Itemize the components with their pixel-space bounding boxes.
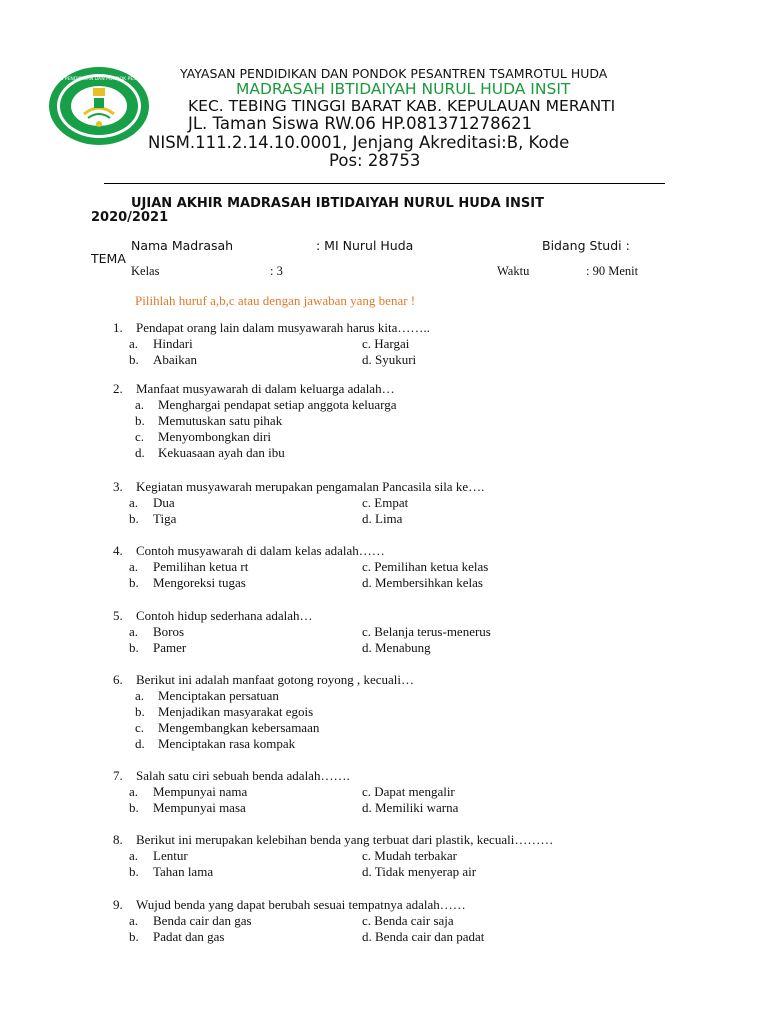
option-text: Menghargai pendapat setiap anggota keluarga xyxy=(158,397,397,412)
option-text: d. Tidak menyerap air xyxy=(362,864,477,879)
kelas-value: : 3 xyxy=(270,264,283,278)
exam-year: 2020/2021 xyxy=(91,210,169,225)
option-text: c. Dapat mengalir xyxy=(362,784,455,799)
kelas-label: Kelas xyxy=(131,264,160,278)
question-number: 4. xyxy=(113,543,123,558)
option-text: c. Belanja terus-menerus xyxy=(362,624,491,639)
option-text: Benda cair dan gas xyxy=(153,913,252,928)
option-text: d. Lima xyxy=(362,511,403,526)
postal-line: Pos: 28753 xyxy=(329,151,421,170)
option-text: Mengembangkan kebersamaan xyxy=(158,720,320,735)
option-text: Menyombongkan diri xyxy=(158,429,272,444)
option-text: d. Benda cair dan padat xyxy=(362,929,485,944)
question-number: 2. xyxy=(113,381,123,396)
question-text: Contoh hidup sederhana adalah… xyxy=(136,608,313,623)
option-letter: a. xyxy=(129,624,139,639)
question-text: Kegiatan musyawarah merupakan pengamalan Pancasila sila ke…. xyxy=(136,479,485,494)
option-letter: b. xyxy=(129,511,139,526)
option-text: Menciptakan persatuan xyxy=(158,688,279,703)
option-letter: b. xyxy=(129,864,139,879)
option-text: Tahan lama xyxy=(153,864,214,879)
question-text: Berikut ini merupakan kelebihan benda yang terbuat dari plastik, kecuali……… xyxy=(136,832,554,847)
bidang-studi-value: TEMA xyxy=(91,251,126,266)
school-name: MADRASAH IBTIDAIYAH NURUL HUDA INSIT xyxy=(236,80,571,98)
option-text: Mempunyai nama xyxy=(153,784,248,799)
option-letter: a. xyxy=(129,559,139,574)
question-text: Berikut ini adalah manfaat gotong royong , kecuali… xyxy=(136,672,414,687)
option-text: Hindari xyxy=(153,336,193,351)
option-letter: b. xyxy=(129,352,139,367)
option-text: Mempunyai masa xyxy=(153,800,246,815)
foundation-name: YAYASAN PENDIDIKAN DAN PONDOK PESANTREN TSAMROTUL HUDA xyxy=(180,66,608,81)
option-text: Boros xyxy=(153,624,185,639)
option-text: d. Menabung xyxy=(362,640,431,655)
option-letter: b. xyxy=(129,800,139,815)
header-divider xyxy=(104,183,665,184)
option-text: c. Empat xyxy=(362,495,409,510)
option-letter: b. xyxy=(129,640,139,655)
option-text: d. Syukuri xyxy=(362,352,417,367)
instruction-text: Pilihlah huruf a,b,c atau dengan jawaban yang benar ! xyxy=(135,293,416,308)
option-text: c. Hargai xyxy=(362,336,410,351)
option-text: Padat dan gas xyxy=(153,929,225,944)
option-text: Menciptakan rasa kompak xyxy=(158,736,296,751)
question-number: 9. xyxy=(113,897,123,912)
option-text: Kekuasaan ayah dan ibu xyxy=(158,445,285,460)
question-number: 8. xyxy=(113,832,123,847)
nama-madrasah-value: : MI Nurul Huda xyxy=(316,238,414,253)
option-letter: d. xyxy=(135,445,145,460)
question-number: 7. xyxy=(113,768,123,783)
question-text: Manfaat musyawarah di dalam keluarga adalah… xyxy=(136,381,395,396)
option-text: Pemilihan ketua rt xyxy=(153,559,249,574)
option-letter: a. xyxy=(135,688,145,703)
address-line: JL. Taman Siswa RW.06 HP.081371278621 xyxy=(188,114,533,133)
question-text: Pendapat orang lain dalam musyawarah harus kita…….. xyxy=(136,320,430,335)
nama-madrasah-label: Nama Madrasah xyxy=(131,238,234,253)
option-letter: b. xyxy=(129,575,139,590)
question-number: 6. xyxy=(113,672,123,687)
option-text: Lentur xyxy=(153,848,188,863)
option-letter: b. xyxy=(135,413,145,428)
option-letter: b. xyxy=(135,704,145,719)
option-text: Mengoreksi tugas xyxy=(153,575,246,590)
option-text: c. Benda cair saja xyxy=(362,913,454,928)
option-text: Menjadikan masyarakat egois xyxy=(158,704,314,719)
option-letter: a. xyxy=(135,397,145,412)
option-text: d. Memiliki warna xyxy=(362,800,459,815)
exam-title: UJIAN AKHIR MADRASAH IBTIDAIYAH NURUL HUDA INSIT xyxy=(131,196,544,211)
option-letter: a. xyxy=(129,336,139,351)
option-text: Pamer xyxy=(153,640,187,655)
option-text: c. Mudah terbakar xyxy=(362,848,457,863)
waktu-value: : 90 Menit xyxy=(586,264,639,278)
option-text: Dua xyxy=(153,495,175,510)
option-letter: c. xyxy=(135,720,145,735)
question-number: 1. xyxy=(113,320,123,335)
bidang-studi-label: Bidang Studi : xyxy=(542,238,630,253)
school-logo xyxy=(48,66,150,146)
question-text: Contoh musyawarah di dalam kelas adalah…… xyxy=(136,543,385,558)
option-letter: c. xyxy=(135,429,145,444)
option-text: Abaikan xyxy=(153,352,198,367)
option-letter: a. xyxy=(129,495,139,510)
question-number: 5. xyxy=(113,608,123,623)
nism-line: NISM.111.2.14.10.0001, Jenjang Akreditasi:B, Kode xyxy=(148,133,570,152)
option-letter: a. xyxy=(129,913,139,928)
option-letter: d. xyxy=(135,736,145,751)
question-number: 3. xyxy=(113,479,123,494)
district-line: KEC. TEBING TINGGI BARAT KAB. KEPULAUAN MERANTI xyxy=(188,97,616,115)
option-text: d. Membersihkan kelas xyxy=(362,575,483,590)
option-text: Memutuskan satu pihak xyxy=(158,413,283,428)
option-text: Tiga xyxy=(153,511,177,526)
option-letter: a. xyxy=(129,784,139,799)
svg-text:YAYASAN PENDIDIKAN DAN PONDOK: YAYASAN PENDIDIKAN DAN PONDOK PESANTREN xyxy=(48,77,150,82)
question-text: Salah satu ciri sebuah benda adalah……. xyxy=(136,768,350,783)
option-text: c. Pemilihan ketua kelas xyxy=(362,559,489,574)
option-letter: a. xyxy=(129,848,139,863)
question-text: Wujud benda yang dapat berubah sesuai tempatnya adalah…… xyxy=(136,897,466,912)
waktu-label: Waktu xyxy=(497,264,530,278)
option-letter: b. xyxy=(129,929,139,944)
